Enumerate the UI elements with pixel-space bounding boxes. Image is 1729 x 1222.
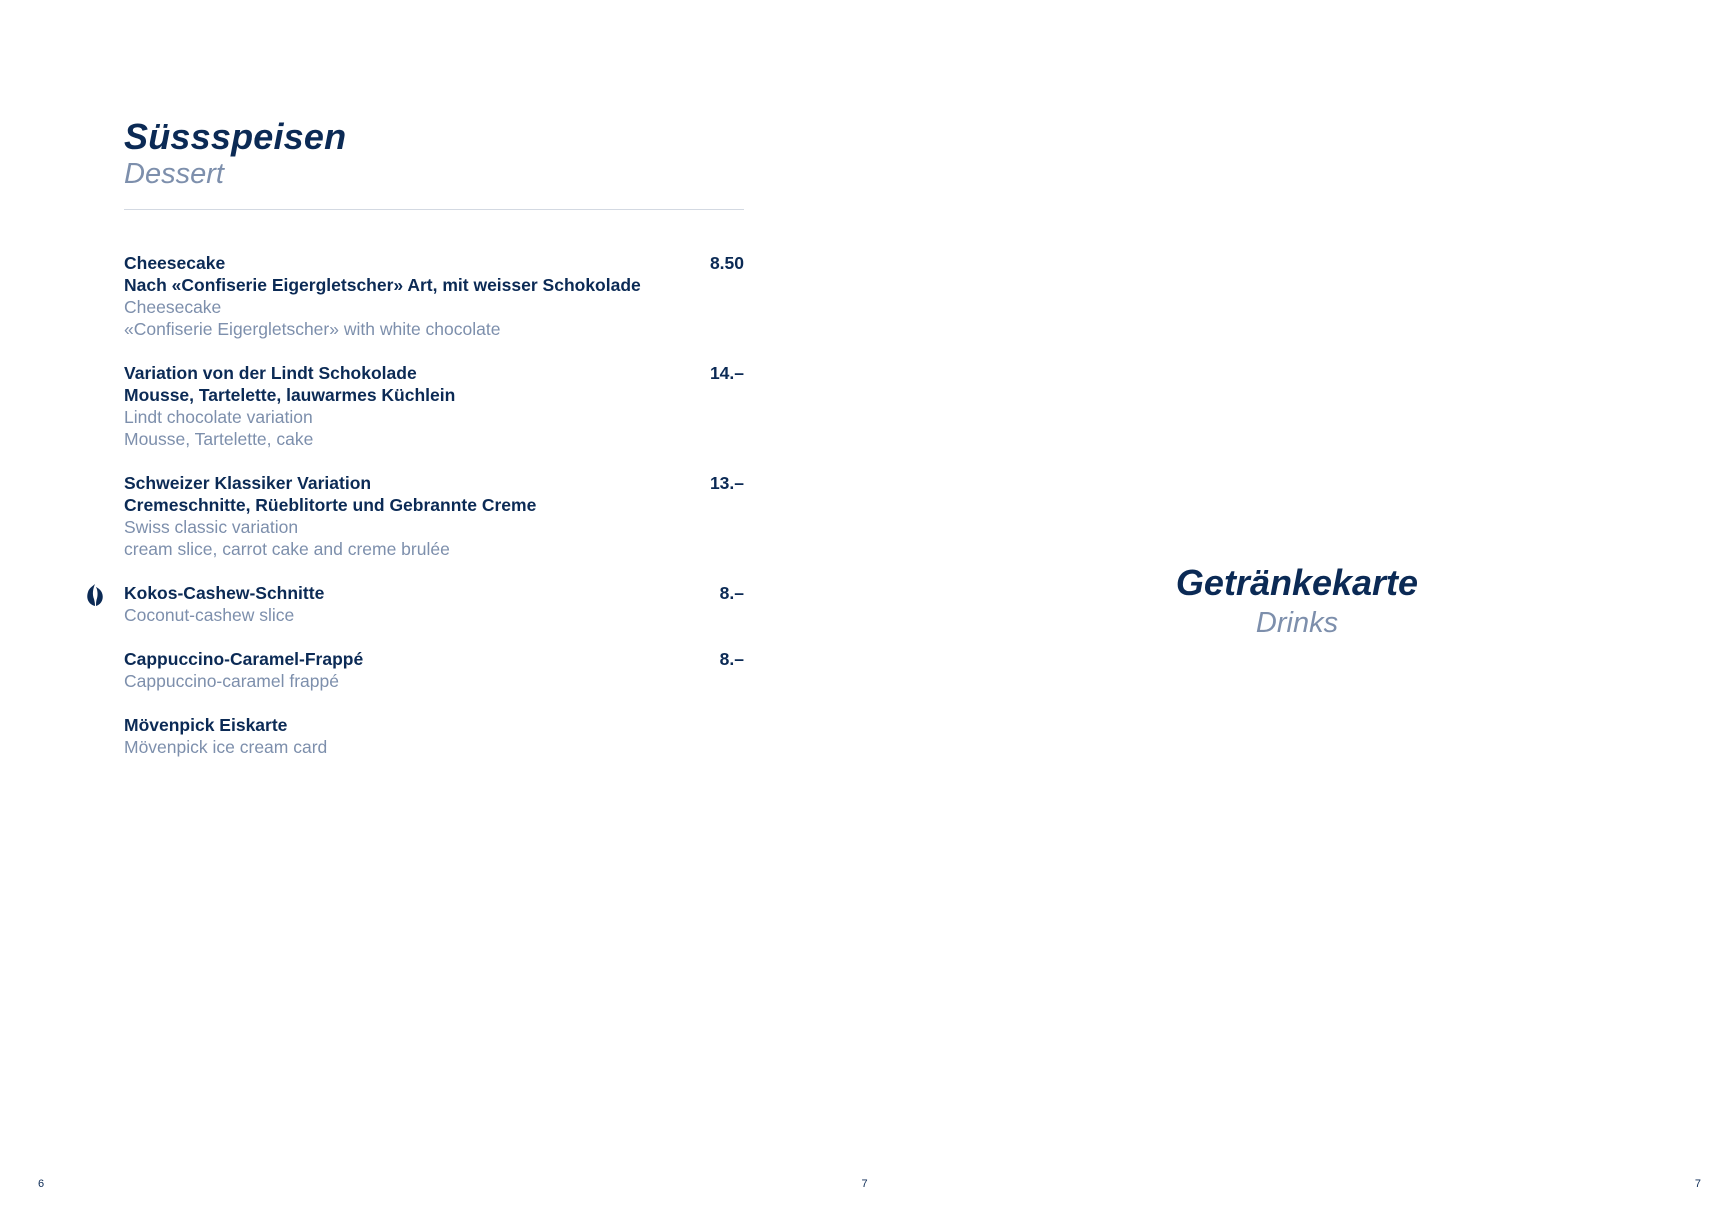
drinks-subtitle: Drinks — [1255, 607, 1339, 639]
item-name-de: Kokos-Cashew-Schnitte — [124, 583, 325, 603]
section-subtitle: Dessert — [124, 158, 224, 190]
menu-item — [124, 714, 744, 758]
item-name-de: Variation von der Lindt Schokolade — [124, 363, 417, 383]
title-divider — [124, 209, 744, 210]
menu-item — [124, 252, 744, 340]
section-title: Süssspeisen — [124, 116, 347, 157]
item-name-de: Schweizer Klassiker Variation — [124, 473, 372, 493]
page-number-left: 6 — [38, 1178, 45, 1190]
dessert-menu-list — [124, 252, 744, 780]
drinks-title: Getränkekarte — [1175, 562, 1419, 603]
item-description-en: Mousse, Tartelette, cake — [124, 429, 314, 449]
menu-item — [124, 648, 744, 692]
item-name-de: Cappuccino-Caramel-Frappé — [124, 649, 364, 669]
item-name-en: Swiss classic variation — [124, 517, 299, 537]
item-name-de: Mövenpick Eiskarte — [124, 715, 288, 735]
menu-item — [124, 472, 744, 560]
leaf-icon — [84, 583, 106, 607]
item-price: 13.– — [709, 473, 744, 493]
item-description-de: Nach «Confiserie Eigergletscher» Art, mit weisser Schokolade — [124, 275, 641, 295]
item-description-de: Cremeschnitte, Rüeblitorte und Gebrannte Creme — [124, 495, 537, 515]
page-number-center: 7 — [861, 1178, 868, 1190]
menu-item — [124, 362, 744, 450]
item-description-en: cream slice, carrot cake and creme brulée — [124, 539, 450, 559]
item-name-de: Cheesecake — [124, 253, 226, 273]
item-price: 8.50 — [709, 253, 744, 273]
right-page — [865, 0, 1729, 1222]
item-price: 14.– — [709, 363, 744, 383]
item-price: 8.– — [719, 583, 744, 603]
item-name-en: Cappuccino-caramel frappé — [124, 671, 339, 691]
item-description-de: Mousse, Tartelette, lauwarmes Küchlein — [124, 385, 456, 405]
item-name-en: Coconut-cashew slice — [124, 605, 295, 625]
item-name-en: Lindt chocolate variation — [124, 407, 313, 427]
item-price: 8.– — [719, 649, 744, 669]
menu-item — [124, 582, 744, 626]
item-name-en: Cheesecake — [124, 297, 222, 317]
drinks-title-block — [865, 560, 1729, 640]
item-description-en: «Confiserie Eigergletscher» with white chocolate — [124, 319, 501, 339]
page-number-right: 7 — [1694, 1178, 1701, 1190]
item-name-en: Mövenpick ice cream card — [124, 737, 328, 757]
